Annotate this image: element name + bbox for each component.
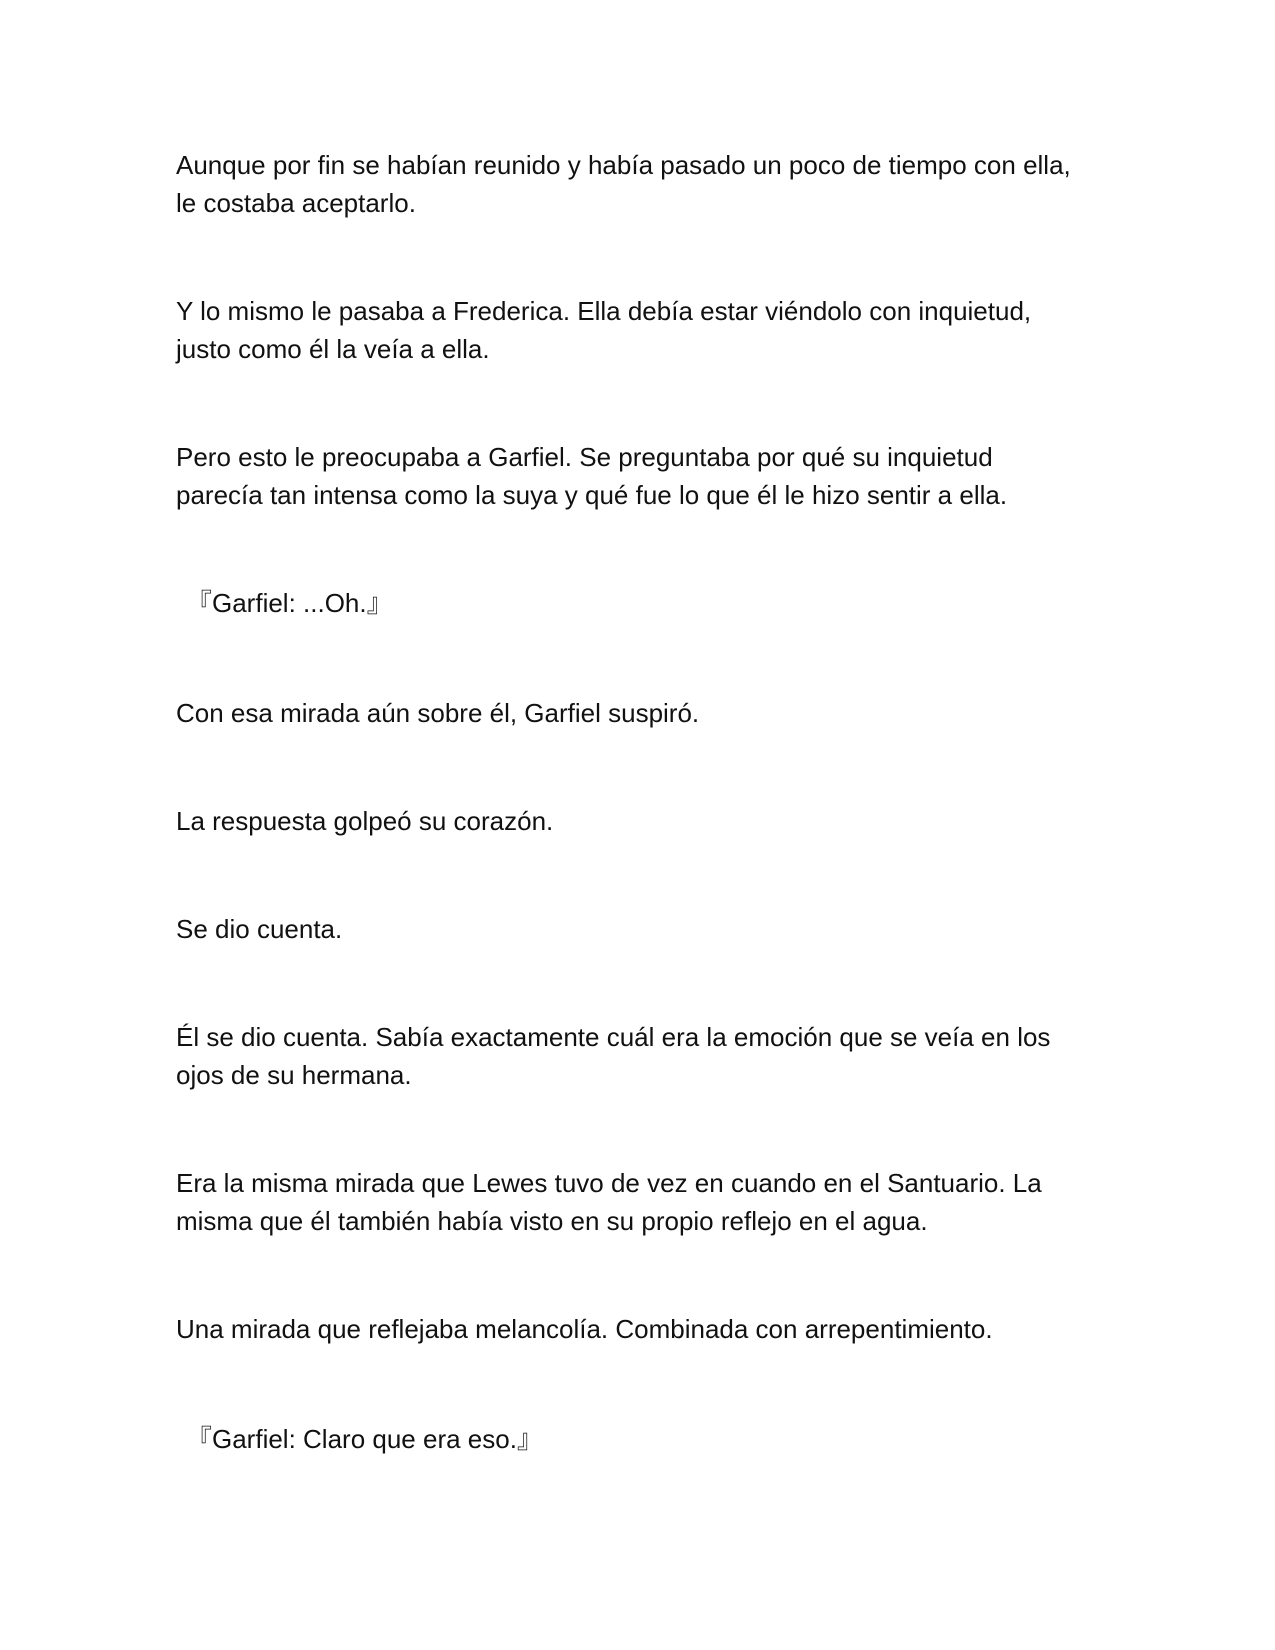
paragraph-3: Pero esto le preocupaba a Garfiel. Se preguntaba por qué su inquietud parecía tan intensa como la suya y qué fue lo que él le hizo sentir a ella. bbox=[176, 442, 1008, 510]
paragraph-9: Una mirada que reflejaba melancolía. Combinada con arrepentimiento. bbox=[176, 1314, 993, 1344]
paragraph-6: Se dio cuenta. bbox=[176, 914, 343, 944]
dialogue-line-2: 『Garfiel: Claro que era eso.』 bbox=[186, 1424, 543, 1454]
paragraph-7: Él se dio cuenta. Sabía exactamente cuál era la emoción que se veía en los ojos de su hermana. bbox=[176, 1022, 1051, 1090]
dialogue-line-1: 『Garfiel: ...Oh.』 bbox=[186, 588, 393, 618]
paragraph-1: Aunque por fin se habían reunido y había pasado un poco de tiempo con ella, le costaba aceptarlo. bbox=[176, 150, 1071, 218]
paragraph-8: Era la misma mirada que Lewes tuvo de vez en cuando en el Santuario. La misma que él también había visto en su propio reflejo en el agua. bbox=[176, 1168, 1042, 1236]
paragraph-5: La respuesta golpeó su corazón. bbox=[176, 806, 554, 836]
paragraph-2: Y lo mismo le pasaba a Frederica. Ella debía estar viéndolo con inquietud, justo como él la veía a ella. bbox=[176, 296, 1032, 364]
paragraph-4: Con esa mirada aún sobre él, Garfiel suspiró. bbox=[176, 698, 700, 728]
